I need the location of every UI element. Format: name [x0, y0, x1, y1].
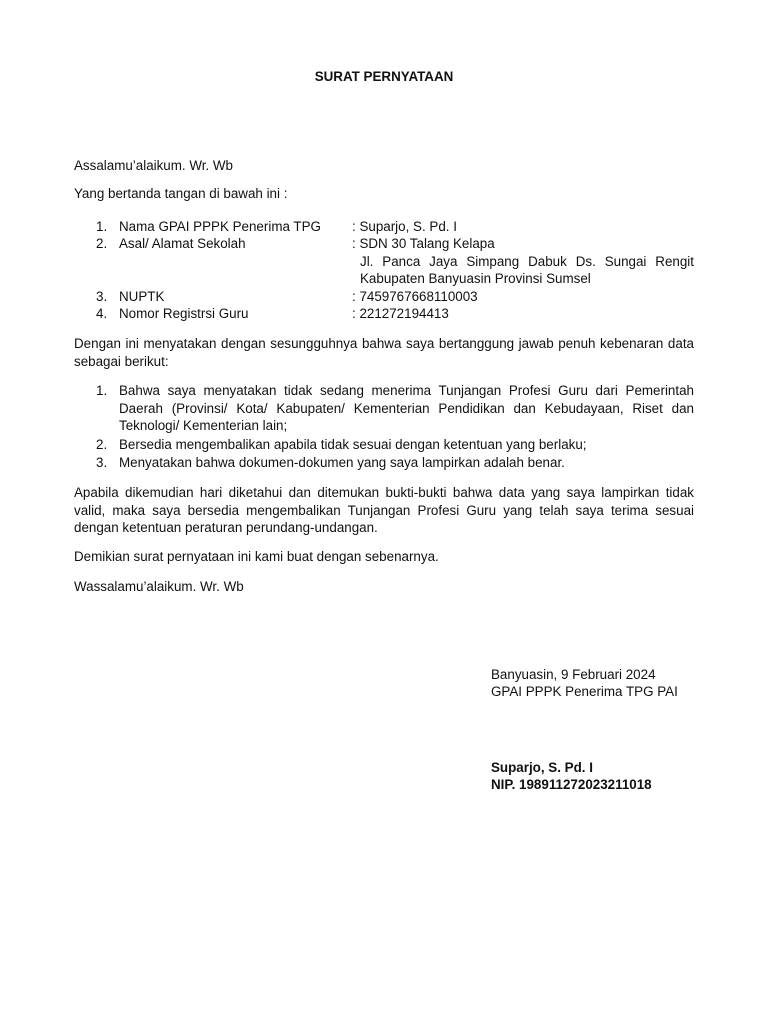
list-item-text: Bahwa saya menyatakan tidak sedang menerima Tunjangan Profesi Guru dari Pemerintah Daerah (Provinsi/ Kota/ Kabupaten/ Kementerian Pendidikan dan Kebudayaan, Riset dan Teknologi/ Kementerian lain;: [119, 383, 694, 433]
signer-name: Suparjo, S. Pd. I: [491, 760, 593, 775]
identity-row-address: [74, 253, 694, 271]
field-label: Nomor Registrsi Guru: [119, 306, 249, 321]
identity-row-address-2: [74, 270, 694, 288]
field-value: : Suparjo, S. Pd. I: [352, 219, 457, 234]
signer-nip: NIP. 198911272023211018: [491, 777, 652, 792]
field-value: : SDN 30 Talang Kelapa: [352, 236, 495, 251]
field-value: : 221272194413: [352, 306, 449, 321]
address-line-2: Kabupaten Banyuasin Provinsi Sumsel: [360, 271, 591, 286]
list-item-text: Menyatakan bahwa dokumen-dokumen yang saya lampirkan adalah benar.: [119, 455, 565, 470]
farewell: Wassalamu’alaikum. Wr. Wb: [74, 579, 244, 594]
signer-role: GPAI PPPK Penerima TPG PAI: [491, 684, 678, 699]
place-date: Banyuasin, 9 Februari 2024: [491, 667, 656, 682]
list-number: 2.: [96, 236, 108, 251]
closing-statement: Demikian surat pernyataan ini kami buat dengan sebenarnya.: [74, 549, 439, 564]
field-value: : 7459767668110003: [352, 289, 478, 304]
identity-row-school: [74, 235, 694, 253]
intro-text: Yang bertanda tangan di bawah ini :: [74, 186, 288, 201]
field-label: Nama GPAI PPPK Penerima TPG: [119, 219, 321, 234]
identity-row-registration: [74, 305, 694, 323]
address-line-1: Jl. Panca Jaya Simpang Dabuk Ds. Sungai Rengit: [360, 254, 694, 269]
statement-intro: Dengan ini menyatakan dengan sesungguhnya bahwa saya bertanggung jawab penuh kebenaran data sebagai berikut:: [74, 336, 694, 369]
list-number: 1.: [96, 383, 108, 398]
identity-row-nuptk: [74, 288, 694, 306]
letter-title: SURAT PERNYATAAN: [314, 69, 454, 84]
identity-row-name: [74, 218, 694, 236]
list-number: 2.: [96, 437, 108, 452]
list-item-text: Bersedia mengembalikan apabila tidak sesuai dengan ketentuan yang berlaku;: [119, 437, 587, 452]
greeting: Assalamu’alaikum. Wr. Wb: [74, 158, 233, 173]
list-number: 3.: [96, 455, 108, 470]
list-number: 1.: [96, 219, 108, 234]
list-number: 4.: [96, 306, 108, 321]
consequence-paragraph: Apabila dikemudian hari diketahui dan ditemukan bukti-bukti bahwa data yang saya lampirkan tidak valid, maka saya bersedia mengembalikan Tunjangan Profesi Guru yang telah saya terima sesuai dengan ketentuan peraturan perundang-undangan.: [74, 485, 694, 535]
field-label: NUPTK: [119, 289, 165, 304]
field-label: Asal/ Alamat Sekolah: [119, 236, 246, 251]
list-number: 3.: [96, 289, 108, 304]
